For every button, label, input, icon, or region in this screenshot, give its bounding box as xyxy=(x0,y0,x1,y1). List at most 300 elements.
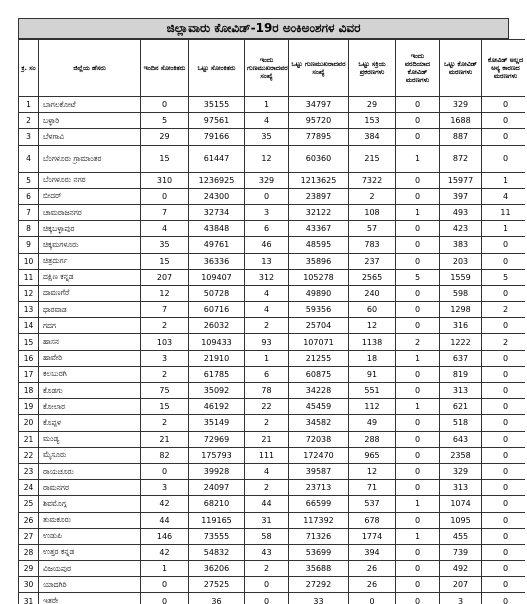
table-row xyxy=(19,447,526,463)
table-cell: 42 xyxy=(141,544,189,560)
table-cell: 59356 xyxy=(289,302,349,318)
table-cell: 18 xyxy=(349,350,396,366)
table-cell: 2 xyxy=(349,188,396,204)
table-cell: 1222 xyxy=(440,334,482,350)
table-cell: 15977 xyxy=(440,172,482,188)
row-index: 17 xyxy=(19,366,39,382)
table-cell: 1688 xyxy=(440,113,482,129)
table-cell: 23713 xyxy=(289,480,349,496)
table-cell: 78 xyxy=(245,383,289,399)
table-cell: 4 xyxy=(141,221,189,237)
table-cell: 27525 xyxy=(189,577,245,593)
table-cell: 1 xyxy=(396,399,440,415)
table-row xyxy=(19,129,526,145)
table-cell: 35688 xyxy=(289,561,349,577)
table-cell: 1298 xyxy=(440,302,482,318)
table-cell: 58 xyxy=(245,528,289,544)
table-cell: 7 xyxy=(141,204,189,220)
table-cell: 34797 xyxy=(289,97,349,113)
table-cell: 0 xyxy=(482,512,526,528)
table-cell: 1 xyxy=(482,172,526,188)
table-cell: 2 xyxy=(141,318,189,334)
table-cell: 57 xyxy=(349,221,396,237)
table-cell: 203 xyxy=(440,253,482,269)
district-name: ಉತ್ತರ ಕನ್ನಡ xyxy=(39,544,141,560)
table-cell: 0 xyxy=(396,221,440,237)
district-name: ಮೈಸೂರು xyxy=(39,447,141,463)
table-cell: 310 xyxy=(141,172,189,188)
document-sheet xyxy=(4,4,525,604)
table-cell: 237 xyxy=(349,253,396,269)
row-index: 8 xyxy=(19,221,39,237)
table-cell: 82 xyxy=(141,447,189,463)
table-cell: 0 xyxy=(482,496,526,512)
table-cell: 32734 xyxy=(189,204,245,220)
district-name: ರಾಯಚೂರು xyxy=(39,463,141,479)
table-cell: 46 xyxy=(245,237,289,253)
table-cell: 0 xyxy=(141,463,189,479)
district-name: ಯಾದಗಿರಿ xyxy=(39,577,141,593)
table-cell: 492 xyxy=(440,561,482,577)
table-row xyxy=(19,188,526,204)
table-row xyxy=(19,544,526,560)
row-index: 3 xyxy=(19,129,39,145)
table-cell: 2 xyxy=(482,302,526,318)
table-cell: 39928 xyxy=(189,463,245,479)
table-cell: 48595 xyxy=(289,237,349,253)
district-name: ತುಮಕೂರು xyxy=(39,512,141,528)
table-cell: 21910 xyxy=(189,350,245,366)
row-index: 13 xyxy=(19,302,39,318)
table-cell: 0 xyxy=(396,593,440,604)
table-cell: 0 xyxy=(482,544,526,560)
table-cell: 146 xyxy=(141,528,189,544)
column-header: ಇಂದಿನ ಸೋಂಕಿತರು xyxy=(141,40,189,97)
table-cell: 313 xyxy=(440,383,482,399)
table-cell: 29 xyxy=(349,97,396,113)
row-index: 16 xyxy=(19,350,39,366)
table-row xyxy=(19,561,526,577)
table-cell: 105278 xyxy=(289,269,349,285)
table-cell: 13 xyxy=(245,253,289,269)
table-cell: 0 xyxy=(396,253,440,269)
row-index: 10 xyxy=(19,253,39,269)
table-cell: 61785 xyxy=(189,366,245,382)
table-row xyxy=(19,113,526,129)
table-cell: 329 xyxy=(245,172,289,188)
row-index: 6 xyxy=(19,188,39,204)
table-cell: 0 xyxy=(396,188,440,204)
table-cell: 598 xyxy=(440,285,482,301)
table-cell: 0 xyxy=(141,97,189,113)
table-cell: 103 xyxy=(141,334,189,350)
table-cell: 329 xyxy=(440,97,482,113)
table-row xyxy=(19,463,526,479)
table-cell: 643 xyxy=(440,431,482,447)
table-cell: 107071 xyxy=(289,334,349,350)
table-cell: 0 xyxy=(482,285,526,301)
table-cell: 7322 xyxy=(349,172,396,188)
table-cell: 25704 xyxy=(289,318,349,334)
table-row xyxy=(19,285,526,301)
table-cell: 1 xyxy=(396,496,440,512)
district-name: ಬೆಂಗಳೂರು ನಗರ xyxy=(39,172,141,188)
table-cell: 26 xyxy=(349,577,396,593)
table-cell: 73555 xyxy=(189,528,245,544)
table-cell: 36 xyxy=(189,593,245,604)
table-cell: 2358 xyxy=(440,447,482,463)
district-name: ದಾವಣಗೆರೆ xyxy=(39,285,141,301)
table-cell: 0 xyxy=(482,399,526,415)
table-cell: 0 xyxy=(482,350,526,366)
district-name: ವಿಜಯಪುರ xyxy=(39,561,141,577)
row-index: 1 xyxy=(19,97,39,113)
row-index: 25 xyxy=(19,496,39,512)
table-cell: 49761 xyxy=(189,237,245,253)
table-cell: 11 xyxy=(482,204,526,220)
table-cell: 4 xyxy=(245,463,289,479)
table-cell: 72038 xyxy=(289,431,349,447)
table-cell: 329 xyxy=(440,463,482,479)
table-cell: 2 xyxy=(245,480,289,496)
table-cell: 2 xyxy=(482,334,526,350)
row-index: 9 xyxy=(19,237,39,253)
table-cell: 312 xyxy=(245,269,289,285)
table-cell: 2 xyxy=(245,318,289,334)
table-cell: 0 xyxy=(482,577,526,593)
table-cell: 7 xyxy=(141,302,189,318)
table-cell: 1236925 xyxy=(189,172,245,188)
table-cell: 36336 xyxy=(189,253,245,269)
district-name: ದಕ್ಷಿಣ ಕನ್ನಡ xyxy=(39,269,141,285)
table-cell: 0 xyxy=(396,383,440,399)
table-row xyxy=(19,318,526,334)
table-cell: 43 xyxy=(245,544,289,560)
table-cell: 2565 xyxy=(349,269,396,285)
table-row xyxy=(19,366,526,382)
table-cell: 1 xyxy=(396,528,440,544)
table-cell: 0 xyxy=(396,431,440,447)
row-index: 7 xyxy=(19,204,39,220)
table-cell: 71 xyxy=(349,480,396,496)
table-row xyxy=(19,204,526,220)
table-cell: 0 xyxy=(482,97,526,113)
table-cell: 24097 xyxy=(189,480,245,496)
row-index: 21 xyxy=(19,431,39,447)
table-cell: 15 xyxy=(141,145,189,172)
row-index: 23 xyxy=(19,463,39,479)
table-cell: 6 xyxy=(245,366,289,382)
district-name: ಬೆಂಗಳೂರು ಗ್ರಾಮಾಂತರ xyxy=(39,145,141,172)
table-cell: 1138 xyxy=(349,334,396,350)
table-cell: 27292 xyxy=(289,577,349,593)
table-cell: 39587 xyxy=(289,463,349,479)
district-name: ಕೋಲಾರ xyxy=(39,399,141,415)
row-index: 15 xyxy=(19,334,39,350)
column-header: ಒಟ್ಟು ಸಕ್ರಿಯ ಪ್ರಕರಣಗಳು xyxy=(349,40,396,97)
table-cell: 36206 xyxy=(189,561,245,577)
table-cell: 71326 xyxy=(289,528,349,544)
table-cell: 678 xyxy=(349,512,396,528)
table-cell: 0 xyxy=(396,366,440,382)
table-row xyxy=(19,480,526,496)
table-cell: 43367 xyxy=(289,221,349,237)
row-index: 31 xyxy=(19,593,39,604)
table-cell: 0 xyxy=(396,577,440,593)
row-index: 29 xyxy=(19,561,39,577)
table-cell: 1 xyxy=(245,97,289,113)
table-cell: 313 xyxy=(440,480,482,496)
table-cell: 2 xyxy=(396,334,440,350)
table-cell: 316 xyxy=(440,318,482,334)
table-row xyxy=(19,334,526,350)
table-cell: 35 xyxy=(245,129,289,145)
row-index: 27 xyxy=(19,528,39,544)
table-cell: 0 xyxy=(141,188,189,204)
table-cell: 384 xyxy=(349,129,396,145)
row-index: 5 xyxy=(19,172,39,188)
table-cell: 207 xyxy=(440,577,482,593)
table-cell: 819 xyxy=(440,366,482,382)
table-cell: 0 xyxy=(482,318,526,334)
table-cell: 240 xyxy=(349,285,396,301)
table-cell: 1 xyxy=(482,221,526,237)
column-header: ಕೋವಿಡ್ ಅಲ್ಲದ ಅನ್ಯ ಕಾರಣದ ಮರಣಗಳು xyxy=(482,40,526,97)
district-name: ಚಾಮರಾಜನಗರ xyxy=(39,204,141,220)
table-cell: 153 xyxy=(349,113,396,129)
table-cell: 35155 xyxy=(189,97,245,113)
district-name: ಚಿಕ್ಕಮಗಳೂರು xyxy=(39,237,141,253)
table-cell: 49890 xyxy=(289,285,349,301)
table-title: ಜಿಲ್ಲಾವಾರು ಕೋವಿಡ್-19ರ ಅಂಕಿಅಂಶಗಳ ವಿವರ xyxy=(18,18,509,39)
table-cell: 0 xyxy=(396,172,440,188)
table-cell: 2 xyxy=(245,561,289,577)
table-cell: 111 xyxy=(245,447,289,463)
table-cell: 637 xyxy=(440,350,482,366)
district-name: ಶಿವಮೊಗ್ಗ xyxy=(39,496,141,512)
column-header: ಇಂದು ಗುಣಮುಖರಾದವರ ಸಂಖ್ಯೆ xyxy=(245,40,289,97)
table-cell: 68210 xyxy=(189,496,245,512)
table-cell: 0 xyxy=(141,577,189,593)
table-cell: 551 xyxy=(349,383,396,399)
table-cell: 0 xyxy=(482,415,526,431)
table-row xyxy=(19,415,526,431)
table-cell: 1 xyxy=(141,561,189,577)
table-cell: 109407 xyxy=(189,269,245,285)
table-cell: 109433 xyxy=(189,334,245,350)
table-cell: 12 xyxy=(349,463,396,479)
table-cell: 0 xyxy=(396,415,440,431)
table-body xyxy=(19,97,526,604)
district-name: ಚಿತ್ರದುರ್ಗ xyxy=(39,253,141,269)
table-cell: 1774 xyxy=(349,528,396,544)
table-cell: 12 xyxy=(141,285,189,301)
table-cell: 60360 xyxy=(289,145,349,172)
row-index: 26 xyxy=(19,512,39,528)
table-cell: 21255 xyxy=(289,350,349,366)
table-cell: 872 xyxy=(440,145,482,172)
district-name: ಬೀದರ್ xyxy=(39,188,141,204)
table-cell: 1 xyxy=(396,145,440,172)
table-cell: 0 xyxy=(396,129,440,145)
table-cell: 119165 xyxy=(189,512,245,528)
table-cell: 93 xyxy=(245,334,289,350)
covid-district-table xyxy=(18,39,525,604)
table-cell: 0 xyxy=(396,544,440,560)
table-cell: 0 xyxy=(482,528,526,544)
table-cell: 2 xyxy=(141,366,189,382)
district-name: ಹಾವೇರಿ xyxy=(39,350,141,366)
table-cell: 49 xyxy=(349,415,396,431)
row-index: 28 xyxy=(19,544,39,560)
table-cell: 112 xyxy=(349,399,396,415)
table-cell: 288 xyxy=(349,431,396,447)
table-cell: 0 xyxy=(482,129,526,145)
table-cell: 15 xyxy=(141,399,189,415)
table-cell: 34582 xyxy=(289,415,349,431)
table-row xyxy=(19,383,526,399)
header-row xyxy=(19,40,526,97)
table-cell: 4 xyxy=(245,113,289,129)
table-cell: 0 xyxy=(245,593,289,604)
table-cell: 60 xyxy=(349,302,396,318)
table-cell: 1213625 xyxy=(289,172,349,188)
column-header: ಜಿಲ್ಲೆಯ ಹೆಸರು xyxy=(39,40,141,97)
table-cell: 66599 xyxy=(289,496,349,512)
table-row xyxy=(19,593,526,604)
district-name: ಮಂಡ್ಯ xyxy=(39,431,141,447)
row-index: 20 xyxy=(19,415,39,431)
table-cell: 518 xyxy=(440,415,482,431)
table-cell: 0 xyxy=(396,463,440,479)
table-cell: 0 xyxy=(482,480,526,496)
table-cell: 0 xyxy=(396,113,440,129)
table-cell: 207 xyxy=(141,269,189,285)
table-cell: 42 xyxy=(141,496,189,512)
table-cell: 24300 xyxy=(189,188,245,204)
table-cell: 0 xyxy=(396,561,440,577)
table-cell: 394 xyxy=(349,544,396,560)
table-cell: 4 xyxy=(482,188,526,204)
column-header: ಕ್ರ. ಸಂ xyxy=(19,40,39,97)
table-cell: 22 xyxy=(245,399,289,415)
table-cell: 35149 xyxy=(189,415,245,431)
table-cell: 35 xyxy=(141,237,189,253)
table-cell: 0 xyxy=(396,302,440,318)
table-row xyxy=(19,269,526,285)
table-cell: 215 xyxy=(349,145,396,172)
table-cell: 60875 xyxy=(289,366,349,382)
column-header: ಒಟ್ಟು ಸೋಂಕಿತರು xyxy=(189,40,245,97)
table-cell: 50728 xyxy=(189,285,245,301)
table-cell: 35092 xyxy=(189,383,245,399)
district-name: ಕೊಡಗು xyxy=(39,383,141,399)
table-cell: 0 xyxy=(396,237,440,253)
district-name: ಇತರೇ xyxy=(39,593,141,604)
row-index: 12 xyxy=(19,285,39,301)
row-index: 14 xyxy=(19,318,39,334)
table-row xyxy=(19,350,526,366)
district-name: ರಾಮನಗರ xyxy=(39,480,141,496)
table-cell: 91 xyxy=(349,366,396,382)
table-row xyxy=(19,97,526,113)
table-cell: 12 xyxy=(245,145,289,172)
district-name: ಬಳ್ಳಾರಿ xyxy=(39,113,141,129)
table-cell: 0 xyxy=(482,431,526,447)
table-cell: 0 xyxy=(396,285,440,301)
table-cell: 72969 xyxy=(189,431,245,447)
table-cell: 783 xyxy=(349,237,396,253)
table-cell: 0 xyxy=(245,188,289,204)
table-cell: 0 xyxy=(482,366,526,382)
district-name: ಬೆಳಗಾವಿ xyxy=(39,129,141,145)
table-cell: 172470 xyxy=(289,447,349,463)
table-cell: 0 xyxy=(396,512,440,528)
table-cell: 0 xyxy=(482,113,526,129)
table-cell: 0 xyxy=(396,447,440,463)
table-cell: 0 xyxy=(349,593,396,604)
table-cell: 0 xyxy=(482,593,526,604)
row-index: 11 xyxy=(19,269,39,285)
table-cell: 61447 xyxy=(189,145,245,172)
table-cell: 965 xyxy=(349,447,396,463)
row-index: 30 xyxy=(19,577,39,593)
table-cell: 455 xyxy=(440,528,482,544)
table-row xyxy=(19,512,526,528)
table-cell: 5 xyxy=(396,269,440,285)
district-name: ಕೊಪ್ಪಳ xyxy=(39,415,141,431)
table-cell: 887 xyxy=(440,129,482,145)
district-name: ಉಡುಪಿ xyxy=(39,528,141,544)
table-cell: 0 xyxy=(396,480,440,496)
table-row xyxy=(19,237,526,253)
table-cell: 0 xyxy=(482,253,526,269)
row-index: 18 xyxy=(19,383,39,399)
table-cell: 0 xyxy=(396,97,440,113)
table-cell: 21 xyxy=(245,431,289,447)
table-cell: 4 xyxy=(245,302,289,318)
table-cell: 4 xyxy=(245,285,289,301)
table-row xyxy=(19,302,526,318)
table-cell: 0 xyxy=(482,145,526,172)
table-row xyxy=(19,431,526,447)
table-cell: 537 xyxy=(349,496,396,512)
table-cell: 3 xyxy=(440,593,482,604)
table-cell: 29 xyxy=(141,129,189,145)
table-row xyxy=(19,221,526,237)
row-index: 4 xyxy=(19,145,39,172)
table-row xyxy=(19,496,526,512)
column-header: ಒಟ್ಟು ಕೋವಿಡ್ ಮರಣಗಳು xyxy=(440,40,482,97)
table-cell: 45459 xyxy=(289,399,349,415)
row-index: 2 xyxy=(19,113,39,129)
table-cell: 6 xyxy=(245,221,289,237)
table-cell: 108 xyxy=(349,204,396,220)
table-cell: 0 xyxy=(396,318,440,334)
table-cell: 75 xyxy=(141,383,189,399)
table-cell: 1559 xyxy=(440,269,482,285)
table-cell: 26 xyxy=(349,561,396,577)
table-cell: 54832 xyxy=(189,544,245,560)
table-cell: 26032 xyxy=(189,318,245,334)
table-cell: 2 xyxy=(245,415,289,431)
table-cell: 117392 xyxy=(289,512,349,528)
table-cell: 53699 xyxy=(289,544,349,560)
table-cell: 0 xyxy=(482,447,526,463)
column-header: ಇಂದು ವರದಿಯಾದ ಕೋವಿಡ್ ಮರಣಗಳು xyxy=(396,40,440,97)
table-cell: 44 xyxy=(245,496,289,512)
table-cell: 33 xyxy=(289,593,349,604)
